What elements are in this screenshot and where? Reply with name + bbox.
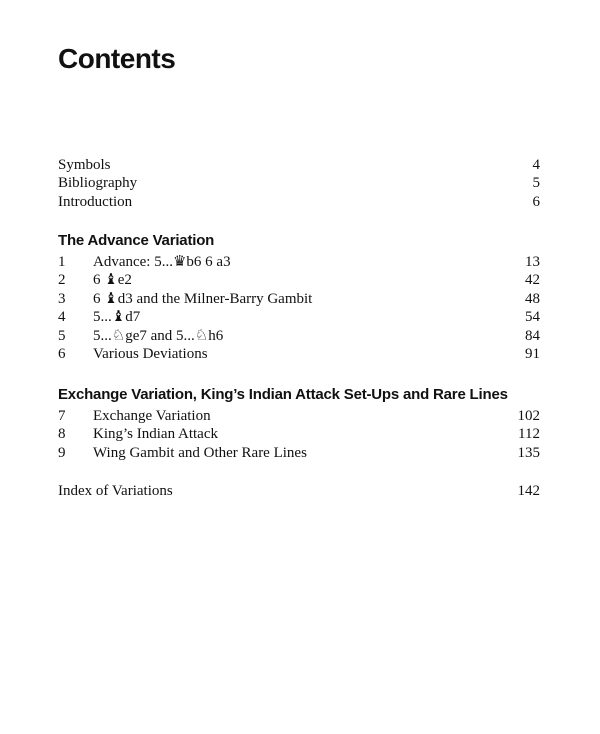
chapter-number: 9 [58, 444, 66, 461]
chapter-number: 5 [58, 327, 66, 344]
toc-chapter-5[interactable] [58, 327, 540, 345]
chapter-number: 1 [58, 254, 66, 270]
toc-entry-index-of-variations[interactable] [58, 482, 540, 500]
section-heading: The Advance Variation [58, 232, 215, 249]
toc-entry-symbols[interactable] [58, 156, 540, 174]
chapter-page: 13 [525, 254, 540, 270]
toc-chapter-2[interactable] [58, 271, 540, 289]
toc-chapter-3[interactable] [58, 290, 540, 308]
toc-chapter-6[interactable] [58, 345, 540, 363]
section-exchange-variation [58, 385, 540, 462]
toc-entry-label: Introduction [58, 193, 133, 210]
chapter-title: 5...♝d7 [93, 309, 141, 326]
toc-entry-label: Symbols [58, 157, 111, 173]
toc-entry-bibliography[interactable] [58, 174, 540, 192]
chapter-number: 2 [58, 272, 66, 289]
back-matter-list [58, 482, 540, 500]
toc-entry-page: 6 [532, 193, 540, 210]
toc-entry-label: Index of Variations [58, 483, 173, 499]
section-advance-variation [58, 231, 540, 363]
toc-entry-label: Bibliography [58, 175, 138, 192]
chapter-number: 4 [58, 309, 66, 326]
toc-entry-page: 5 [532, 175, 540, 192]
chapter-page: 135 [517, 444, 540, 461]
chapter-title: Wing Gambit and Other Rare Lines [93, 444, 307, 461]
chapter-number: 3 [58, 290, 66, 307]
chapter-title: Various Deviations [93, 345, 208, 362]
chapter-number: 6 [58, 345, 66, 362]
page-title: Contents [58, 43, 176, 74]
section-heading: Exchange Variation, King’s Indian Attack Set-Ups and Rare Lines [58, 386, 508, 403]
chapter-title: 5...♘ge7 and 5...♘h6 [93, 327, 224, 344]
chapter-title: 6 ♝d3 and the Milner-Barry Gambit [93, 290, 313, 307]
chapter-page: 91 [525, 345, 540, 362]
toc-entry-introduction[interactable] [58, 193, 540, 211]
toc-chapter-8[interactable] [58, 425, 540, 443]
toc-chapter-4[interactable] [58, 308, 540, 326]
chapter-number: 8 [58, 426, 66, 443]
chapter-page: 84 [525, 327, 540, 344]
front-matter-list [58, 156, 540, 211]
chapter-title: Exchange Variation [93, 408, 211, 424]
toc-entry-page: 4 [532, 157, 540, 173]
toc-chapter-1[interactable] [58, 253, 540, 271]
chapter-title: King’s Indian Attack [93, 426, 218, 443]
chapter-title: 6 ♝e2 [93, 272, 132, 289]
chapter-number: 7 [58, 408, 66, 424]
chapter-page: 112 [518, 426, 540, 443]
chapter-page: 102 [517, 408, 540, 424]
chapter-page: 54 [525, 309, 540, 326]
toc-entry-page: 142 [517, 483, 540, 499]
chapter-page: 48 [525, 290, 540, 307]
toc-chapter-9[interactable] [58, 444, 540, 462]
chapter-page: 42 [525, 272, 540, 289]
chapter-title: Advance: 5...♛b6 6 a3 [93, 254, 231, 270]
toc-chapter-7[interactable] [58, 407, 540, 425]
